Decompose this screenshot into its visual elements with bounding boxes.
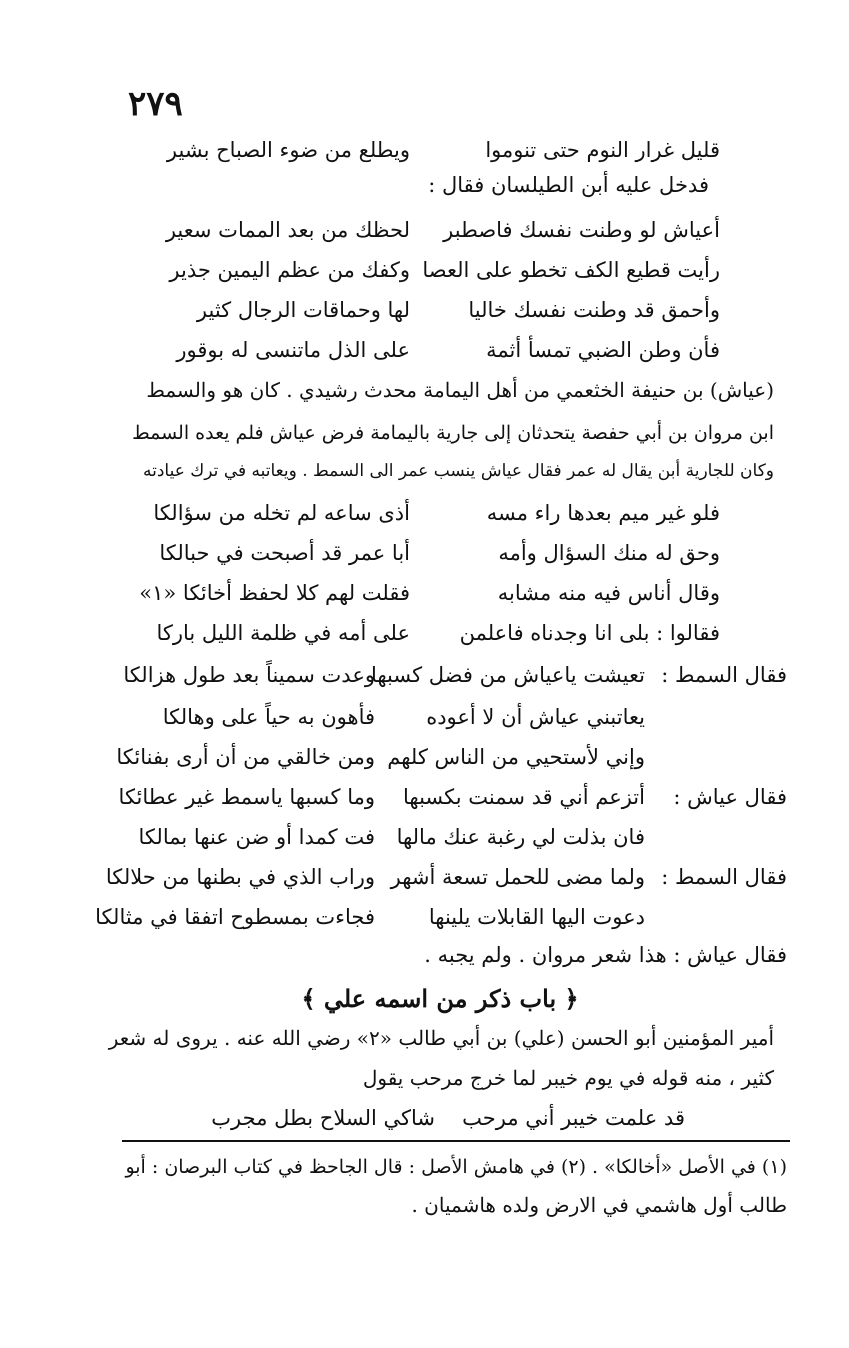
verse-first-hemistich: أعياش لو وطنت نفسك فاصطبر bbox=[443, 218, 720, 242]
verse-line bbox=[120, 822, 645, 854]
verse-line bbox=[116, 742, 645, 774]
verse-first-hemistich: فان بذلت لي رغبة عنك مالها bbox=[396, 825, 645, 849]
verse-second-hemistich: شاكي السلاح بطل مجرب bbox=[211, 1106, 435, 1130]
verse-second-hemistich: على الذل ماتنسى له بوقور bbox=[176, 338, 410, 362]
verse-first-hemistich: قليل غرار النوم حتى تنوموا bbox=[485, 138, 720, 162]
prose-line: وكان للجارية أبن يقال له عمر فقال عياش ينسب عمر الى السمط . ويعاتبه في ترك عيادته bbox=[143, 461, 774, 481]
footnote-line: (١) في الأصل «أخالكا» . (٢) في هامش الأصل : قال الجاحظ في كتاب البرصان : أبو bbox=[125, 1156, 787, 1178]
prose-line: فقال عياش : هذا شعر مروان . ولم يجبه . bbox=[424, 943, 787, 967]
verse-second-hemistich: ويطلع من ضوء الصباح بشير bbox=[166, 138, 410, 162]
verse-second-hemistich: ومن خالقي من أن أرى بفنائكا bbox=[116, 745, 375, 769]
verse-second-hemistich: فقلت لهم كلا لحفظ أخائكا «١» bbox=[139, 581, 410, 605]
verse-second-hemistich: وكفك من عظم اليمين جذير bbox=[169, 258, 410, 282]
speaker-label: فقال عياش : bbox=[673, 785, 787, 809]
verse-first-hemistich: وإني لأستحيي من الناس كلهم bbox=[387, 745, 645, 769]
verse-line bbox=[120, 578, 720, 610]
footnote-divider bbox=[122, 1140, 790, 1142]
verse-line bbox=[120, 498, 720, 530]
verse-first-hemistich: يعاتبني عياش أن لا أعوده bbox=[426, 705, 645, 729]
prose-line: كثير ، منه قوله في يوم خيبر لما خرج مرحب يقول bbox=[362, 1066, 774, 1090]
verse-line bbox=[120, 782, 645, 814]
verse-first-hemistich: فقالوا : بلى انا وجدناه فاعلمن bbox=[459, 621, 720, 645]
verse-line bbox=[120, 702, 645, 734]
verse-second-hemistich: أذى ساعه لم تخله من سؤالكا bbox=[153, 501, 410, 525]
verse-first-hemistich: وحق له منك السؤال وأمه bbox=[498, 541, 720, 565]
verse-first-hemistich: قد علمت خيبر أني مرحب bbox=[462, 1106, 685, 1130]
verse-second-hemistich: فجاءت بمسطوح اتفقا في مثالكا bbox=[95, 905, 375, 929]
verse-second-hemistich: لحظك من بعد الممات سعير bbox=[165, 218, 410, 242]
verse-line bbox=[120, 538, 720, 570]
verse-line bbox=[195, 1103, 685, 1135]
verse-line bbox=[120, 335, 720, 367]
verse-line bbox=[120, 135, 720, 167]
verse-first-hemistich: وقال أناس فيه منه مشابه bbox=[497, 581, 720, 605]
verse-second-hemistich: وراب الذي في بطنها من حلالكا bbox=[105, 865, 375, 889]
section-heading: ﴿ باب ذكر من اسمه علي ﴾ bbox=[301, 984, 579, 1013]
page-number: ٢٧٩ bbox=[128, 84, 183, 124]
verse-second-hemistich: فت كمدا أو ضن عنها بمالكا bbox=[138, 825, 375, 849]
verse-first-hemistich: أتزعم أني قد سمنت بكسبها bbox=[402, 785, 645, 809]
verse-line bbox=[120, 618, 720, 650]
prose-line: ابن مروان بن أبي حفصة يتحدثان إلى جارية باليمامة فرض عياش فلم يعده السمط bbox=[132, 422, 774, 444]
verse-second-hemistich: أبا عمر قد أصبحت في حبالكا bbox=[159, 541, 410, 565]
verse-first-hemistich: دعوت اليها القابلات يلينها bbox=[428, 905, 645, 929]
speaker-label: فقال السمط : bbox=[661, 663, 787, 687]
verse-second-hemistich: وعدت سميناً بعد طول هزالكا bbox=[123, 663, 375, 687]
verse-second-hemistich: لها وحماقات الرجال كثير bbox=[196, 298, 410, 322]
prose-line: (عياش) بن حنيفة الخثعمي من أهل اليمامة محدث رشيدي . كان هو والسمط bbox=[146, 378, 774, 402]
verse-line bbox=[120, 255, 720, 287]
verse-first-hemistich: ولما مضى للحمل تسعة أشهر bbox=[390, 865, 645, 889]
verse-second-hemistich: فأهون به حياً على وهالكا bbox=[162, 705, 375, 729]
verse-first-hemistich: تعيشت ياعياش من فضل كسبها bbox=[370, 663, 645, 687]
verse-first-hemistich: فأن وطن الضبي تمسأ أثمة bbox=[486, 338, 720, 362]
verse-line bbox=[120, 295, 720, 327]
verse-second-hemistich: على أمه في ظلمة الليل باركا bbox=[156, 621, 410, 645]
verse-first-hemistich: رأيت قطيع الكف تخطو على العصا bbox=[422, 258, 720, 282]
verse-line bbox=[95, 902, 645, 934]
verse-line bbox=[120, 215, 720, 247]
verse-first-hemistich: وأحمق قد وطنت نفسك خاليا bbox=[468, 298, 720, 322]
verse-second-hemistich: وما كسبها ياسمط غير عطائكا bbox=[118, 785, 375, 809]
verse-first-hemistich: فلو غير ميم بعدها راء مسه bbox=[486, 501, 720, 525]
verse-line bbox=[105, 862, 645, 894]
prose-line: أمير المؤمنين أبو الحسن (علي) بن أبي طالب «٢» رضي الله عنه . يروى له شعر bbox=[108, 1026, 774, 1050]
footnote-line: طالب أول هاشمي في الارض ولده هاشميان . bbox=[411, 1193, 787, 1217]
prose-line: فدخل عليه أبن الطيلسان فقال : bbox=[428, 173, 709, 197]
speaker-label: فقال السمط : bbox=[661, 865, 787, 889]
verse-line bbox=[120, 660, 645, 692]
